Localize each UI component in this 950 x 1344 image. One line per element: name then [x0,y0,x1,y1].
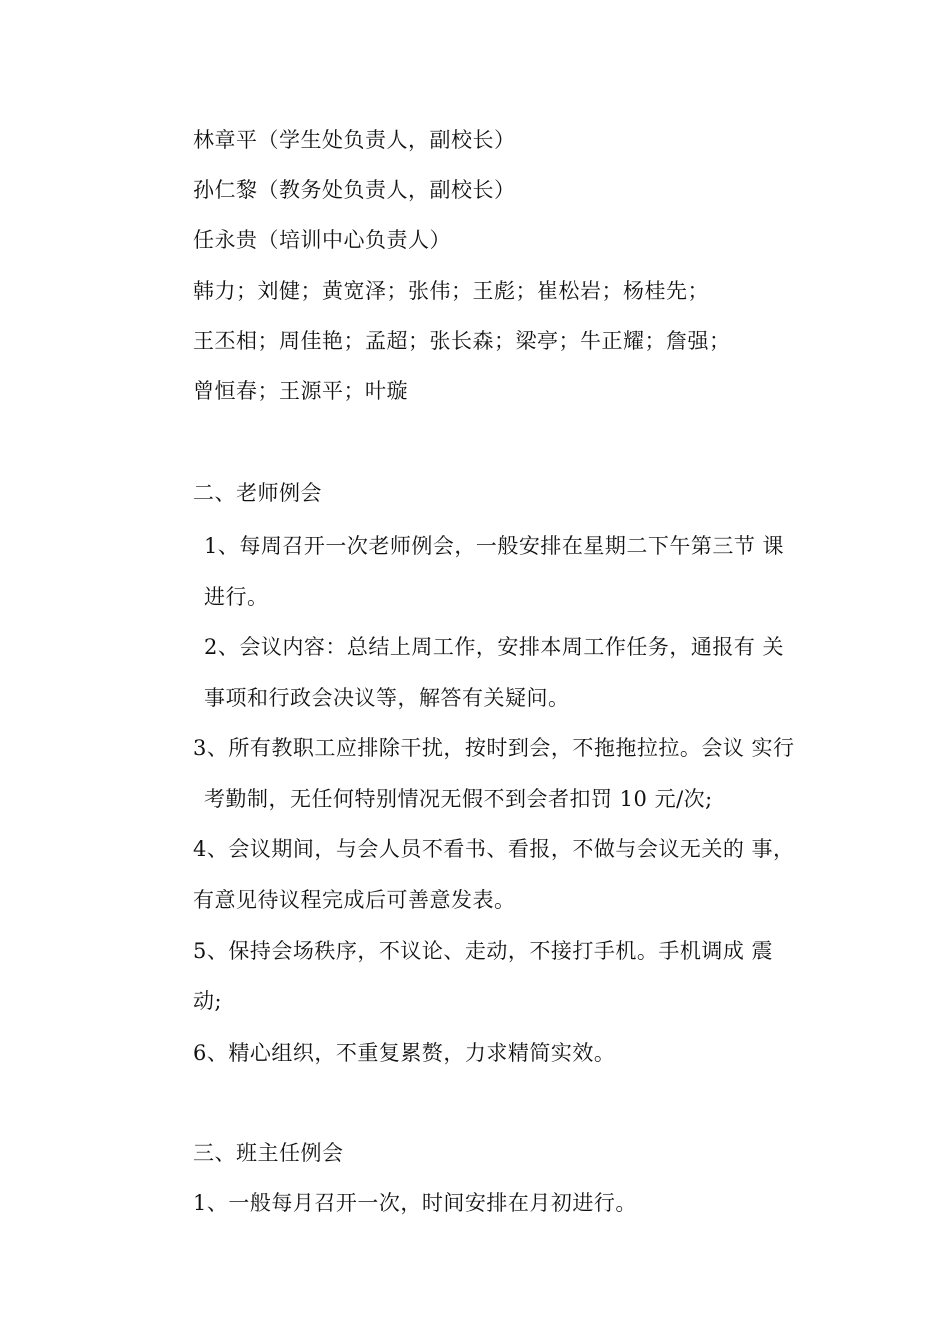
list-item-text: 事项和行政会决议等，解答有关疑问。 [204,686,570,710]
list-item-text: 动; [193,989,223,1013]
list-item-text: 1、每周召开一次老师例会，一般安排在星期二下午第三节 课 [204,534,785,558]
member-line: 任永贵（培训中心负责人） [193,228,451,252]
member-line: 韩力；刘健；黄宽泽；张伟；王彪；崔松岩；杨桂先； [193,279,709,303]
list-item-text: 有意见待议程完成后可善意发表。 [193,888,516,912]
list-item-text: 6、精心组织，不重复累赘，力求精简实效。 [193,1041,616,1065]
list-item-text: 1、一般每月召开一次，时间安排在月初进行。 [193,1191,637,1215]
section-heading: 二、老师例会 [193,481,322,505]
list-item-text: 4、会议期间，与会人员不看书、看报，不做与会议无关的 事， [193,837,795,861]
list-item-text: 考勤制，无任何特别情况无假不到会者扣罚 10 元/次; [204,787,713,811]
list-item-text: 进行。 [204,585,269,609]
list-item-text: 3、所有教职工应排除干扰，按时到会，不拖拖拉拉。会议 实行 [193,736,795,760]
section-heading: 三、班主任例会 [193,1141,344,1165]
member-line: 孙仁黎（教务处负责人，副校长） [193,178,516,202]
member-line: 林章平（学生处负责人，副校长） [193,128,516,152]
list-item-text: 2、会议内容：总结上周工作，安排本周工作任务，通报有 关 [204,635,785,659]
member-line: 曾恒春；王源平；叶璇 [193,379,408,403]
list-item-text: 5、保持会场秩序，不议论、走动，不接打手机。手机调成 震 [193,939,774,963]
member-line: 王丕相；周佳艳；孟超；张长森；梁亭；牛正耀；詹强； [193,329,731,353]
